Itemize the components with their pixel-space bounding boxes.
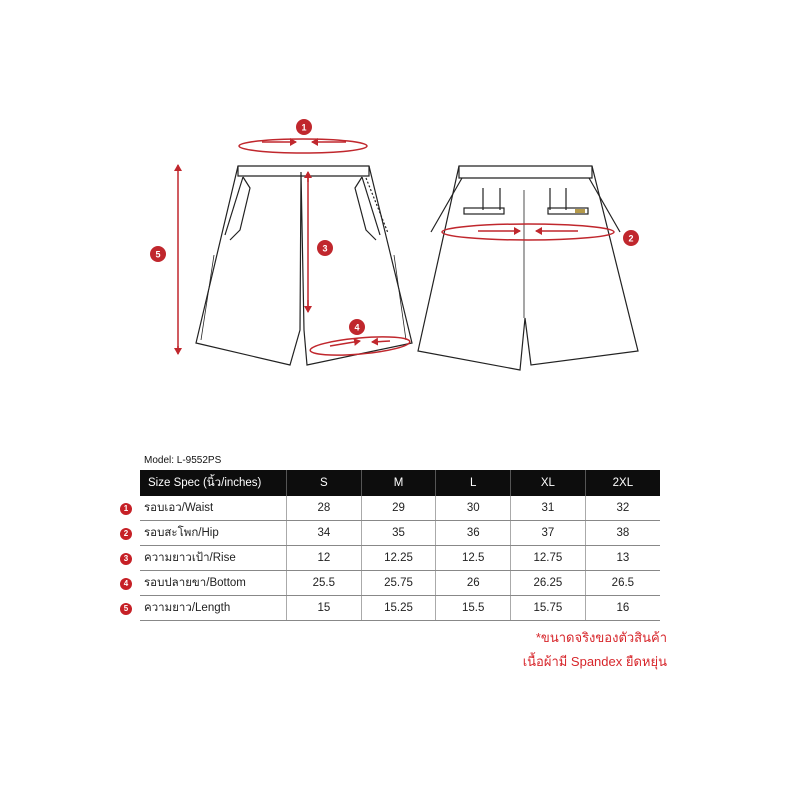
table-cell: 15 [287,596,362,621]
marker-badge-3 [317,240,333,256]
table-cell: 36 [436,521,511,546]
table-cell: 32 [585,496,660,521]
header-size-m: M [361,470,436,496]
header-size-spec: Size Spec (นิ้ว/inches) [140,470,287,496]
svg-text:5: 5 [155,249,161,260]
table-row [140,571,660,596]
svg-text:3: 3 [322,243,328,254]
row-number-badge: 3 [120,553,132,565]
row-label: ความยาว/Length [140,596,287,621]
header-size-xl: XL [511,470,586,496]
waist-measure-line [239,139,367,153]
table-cell: 26.25 [511,571,586,596]
table-cell: 15.25 [361,596,436,621]
back-shorts-drawing [418,166,638,370]
table-cell: 16 [585,596,660,621]
table-cell: 12 [287,546,362,571]
table-cell: 25.5 [287,571,362,596]
note-actual-size: *ขนาดจริงของตัวสินค้า [535,630,667,645]
table-cell: 12.25 [361,546,436,571]
header-size-2xl: 2XL [585,470,660,496]
table-cell: 13 [585,546,660,571]
row-label: รอบเอว/Waist [140,496,287,521]
table-cell: 12.5 [436,546,511,571]
svg-text:4: 4 [354,322,360,333]
svg-text:2: 2 [628,233,634,244]
row-number-badge: 1 [120,503,132,515]
table-row [140,521,660,546]
svg-text:1: 1 [301,122,307,133]
marker-badge-4 [349,319,365,335]
front-shorts-drawing [196,166,412,365]
note-spandex: เนื้อผ้ามี Spandex ยืดหยุ่น [522,654,667,669]
table-cell: 35 [361,521,436,546]
table-cell: 29 [361,496,436,521]
table-row [140,496,660,521]
table-cell: 34 [287,521,362,546]
table-cell: 12.75 [511,546,586,571]
row-label: รอบสะโพก/Hip [140,521,287,546]
table-cell: 26.5 [585,571,660,596]
row-number-badge: 4 [120,578,132,590]
table-cell: 38 [585,521,660,546]
size-spec-table [140,470,660,621]
table-cell: 31 [511,496,586,521]
table-row [140,596,660,621]
header-size-l: L [436,470,511,496]
table-cell: 30 [436,496,511,521]
row-number-badge: 5 [120,603,132,615]
table-cell: 28 [287,496,362,521]
header-size-s: S [287,470,362,496]
row-label: ความยาวเป้า/Rise [140,546,287,571]
table-cell: 25.75 [361,571,436,596]
table-row [140,546,660,571]
table-cell: 37 [511,521,586,546]
table-cell: 15.5 [436,596,511,621]
table-cell: 26 [436,571,511,596]
marker-badge-5 [150,246,166,262]
marker-badge-1 [296,119,312,135]
row-label: รอบปลายขา/Bottom [140,571,287,596]
row-number-badge: 2 [120,528,132,540]
table-header-row [140,470,660,496]
model-label: Model: L-9552PS [144,455,222,466]
table-cell: 15.75 [511,596,586,621]
marker-badge-2 [623,230,639,246]
